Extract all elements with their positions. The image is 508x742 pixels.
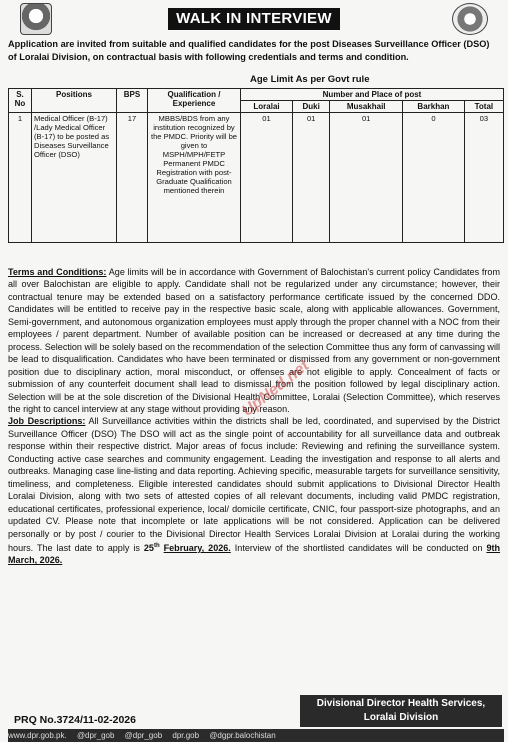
jobs-text: All Surveillance activities within the districts shall be led, coordinated, and supervised by the District Surveillance Officer (DSO) The DSO will act as the single point of accountability for all surveillance data and outbreak response within their respective district. Major areas of focus include: Reviewing and refining the surveillance system. Conducting active case searches and community engagement. Leading the investigation and response to all alerts and outbreaks. Managing case line-listing and data reporting. Achieving specific, measurable targets for surveillance sensitivity, timeliness, and completeness. Eligible interested candidates should submit applications to Divisional Director Health Loralai Division, along with two sets of attested copies of all relevant documents, including valid PMDC registration, educational certificates, professional experience, local/ domicile certificate, CNIC, four passport-size photographs, and an updated CV. Please note that incomplete or late applications will be not considered. Application can be delivered personally or by post / courier to the Divisional Director Health Services Loralai Division at Loralai during the working hours. The last date to apply is bbox=[8, 416, 500, 553]
deadline-date: February, 2026. bbox=[163, 542, 231, 553]
signature-line1: Divisional Director Health Services, bbox=[316, 698, 486, 709]
balochistan-emblem-icon bbox=[20, 3, 52, 35]
footer-social-3[interactable]: dpr.gob bbox=[172, 731, 200, 740]
row-count-musakhail: 01 bbox=[330, 113, 403, 243]
col-loralai: Loralai bbox=[241, 101, 293, 113]
age-limit: Age Limit As per Govt rule bbox=[250, 74, 370, 85]
row-position: Medical Officer (B-17) /Lady Medical Officer (B-17) to be posted as Diseases Surveillance Officer (DSO) bbox=[32, 113, 117, 243]
interview-date: 9th March, 2026. bbox=[8, 542, 501, 566]
footer-social-2[interactable]: @dpr_gob bbox=[124, 731, 163, 740]
terms-text: Age limits will be in accordance with Government of Balochistan's current policy Candidates from all over Balochistan are eligible to apply. Candidate shall not be regularized under any circumstance; however, their contractual tenure may be extended based on a satisfactory performance certificate issued by the concerned DDO. Candidates will be entitled to receive pay in the respective basic scale, along with applicable allowances. Government, Semi-government, and autonomous organization employees must apply through the proper channel with a NOC from their employees / parent department. Number of available position can be increased or decreased at any time during the process. Selection will be solely based on the recommendation of the selection Committee thus any form of canvassing will be lead to disqualification. Candidates who have been terminated or dismissed from any government or non-government position due to disciplinary action, moral misconduct, or offenses are not eligible to apply. Concealment of facts or submission of any counterfeit document shall lead to dismissal from the position followed by legal disciplinary action. Selection will be at the sole discretion of the Divisional Health Committee, Loralai (Selection Committee), which reserves the right to cancel interview at any stage without providing any reason. bbox=[8, 267, 500, 414]
row-count-total: 03 bbox=[464, 113, 503, 243]
deadline-day: 25 bbox=[143, 542, 154, 553]
intro-paragraph: Application are invited from suitable and qualified candidates for the post Diseases Surveillance Officer (DSO) of Loralai Division, on contractual basis with following credentials and terms and condition. bbox=[8, 39, 490, 62]
jobs-heading: Job Descriptions: bbox=[8, 416, 86, 427]
page-title: WALK IN INTERVIEW bbox=[168, 8, 340, 30]
col-musakhail: Musakhail bbox=[330, 101, 403, 113]
row-count-loralai: 01 bbox=[241, 113, 293, 243]
table-header-row bbox=[9, 89, 504, 101]
row-sno: 1 bbox=[9, 113, 32, 243]
footer-social-1[interactable]: @dpr_gob bbox=[76, 731, 115, 740]
footer-bar bbox=[8, 729, 504, 742]
terms-heading: Terms and Conditions: bbox=[8, 267, 107, 277]
table-row bbox=[9, 113, 504, 243]
col-duki: Duki bbox=[293, 101, 330, 113]
watermark: UpNed.net bbox=[238, 357, 313, 420]
row-qualification: MBBS/BDS from any institution recognized by the PMDC. Priority will be given to MSPH/MPH/FETP Permanent PMDC Registration with post- Graduate Qualification mentioned therein bbox=[148, 113, 241, 243]
positions-table bbox=[8, 88, 504, 243]
deadline-sup: th bbox=[153, 542, 160, 549]
col-barkhan: Barkhan bbox=[403, 101, 465, 113]
qualification-header: Qualification / Experience bbox=[148, 89, 241, 113]
place-header: Number and Place of post bbox=[241, 89, 504, 101]
sno-header: S. No bbox=[9, 89, 32, 113]
signature-line2: Loralai Division bbox=[363, 712, 439, 723]
signature-block bbox=[300, 695, 502, 727]
interview-text: Interview of the shortlisted candidates will be conducted on bbox=[230, 542, 487, 553]
health-department-logo-icon bbox=[452, 3, 488, 35]
row-count-duki: 01 bbox=[293, 113, 330, 243]
positions-header: Positions bbox=[32, 89, 117, 113]
row-count-barkhan: 0 bbox=[403, 113, 465, 243]
prq-number: PRQ No.3724/11-02-2026 bbox=[14, 714, 136, 726]
row-bps: 17 bbox=[117, 113, 148, 243]
col-total: Total bbox=[464, 101, 503, 113]
bps-header: BPS bbox=[117, 89, 148, 113]
footer-social-4[interactable]: @dgpr.balochistan bbox=[209, 731, 276, 740]
footer-website[interactable]: www.dpr.gob.pk. bbox=[8, 731, 67, 740]
